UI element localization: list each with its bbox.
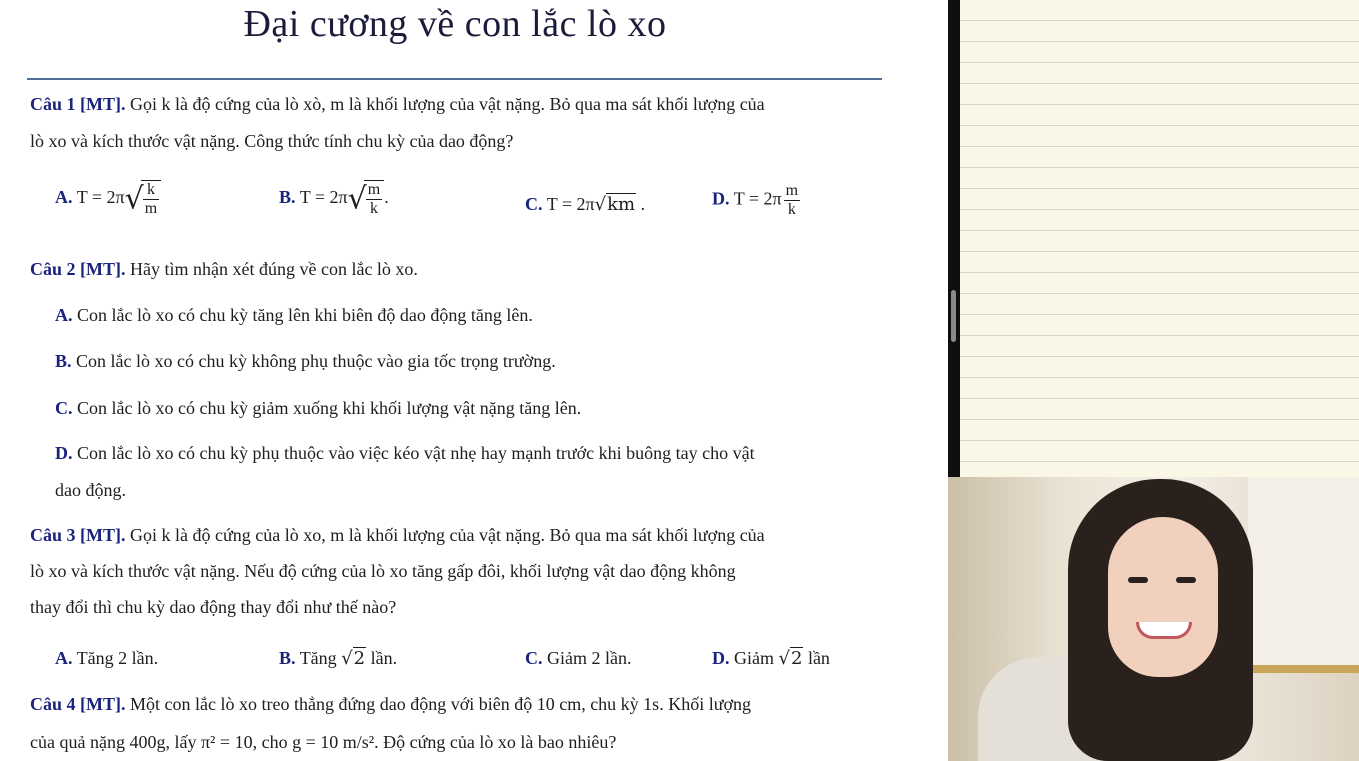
q1-option-c: [525, 194, 645, 215]
q4-text1: Một con lắc lò xo treo thẳng đứng dao động với biên độ 10 cm, chu kỳ 1s. Khối lượng: [125, 694, 751, 714]
q2-option-a-label: A.: [55, 305, 73, 325]
q2-option-d: [55, 443, 755, 464]
scrollbar-thumb[interactable]: [951, 290, 956, 342]
q3-text1: Gọi k là độ cứng của lò xo, m là khối lượng của vật nặng. Bỏ qua ma sát khối lượng của: [125, 525, 765, 545]
q1-d-den: k: [787, 201, 796, 218]
q3-option-b-pre: Tăng: [295, 648, 342, 668]
q3-label: Câu 3 [MT].: [30, 525, 126, 545]
panel-divider: [948, 0, 960, 477]
q2-line: [30, 259, 418, 280]
q3-d-rad: 2: [790, 648, 803, 669]
title-rule: [27, 78, 882, 80]
q2-label: Câu 2 [MT].: [30, 259, 126, 279]
q3-option-c: [525, 648, 631, 669]
q3-option-a-text: Tăng 2 lần.: [72, 648, 159, 668]
q1-text1: Gọi k là độ cứng của lò xò, m là khối lượng của vật nặng. Bỏ qua ma sát khối lượng của: [125, 94, 765, 114]
q2-text: Hãy tìm nhận xét đúng về con lắc lò xo.: [125, 259, 418, 279]
sqrt-icon: √ $\frac{m}{k}$: [348, 180, 385, 218]
q1-d-num: m: [785, 182, 799, 199]
q4-line2: của quả nặng 400g, lấy π² = 10, cho g = 10 m/s². Độ cứng của lò xo là bao nhiêu?: [30, 732, 617, 752]
q2-option-b-text: Con lắc lò xo có chu kỳ không phụ thuộc vào gia tốc trọng trường.: [71, 351, 556, 371]
q3-line2: lò xo và kích thước vật nặng. Nếu độ cứng của lò xo tăng gấp đôi, khối lượng vật dao động không: [30, 561, 736, 581]
q3-option-d-label: D.: [712, 648, 730, 668]
q3-option-b: [279, 648, 397, 669]
cam-person-smile: [1136, 622, 1192, 639]
q3-option-d-pre: Giảm: [729, 648, 779, 668]
sqrt-icon: √2: [341, 648, 366, 669]
q3-option-a: [55, 648, 158, 669]
q3-line1: [30, 525, 765, 546]
cam-person-face: [1108, 517, 1218, 677]
q1-line2: lò xo và kích thước vật nặng. Công thức tính chu kỳ của dao động?: [30, 131, 514, 151]
q3-option-d: [712, 648, 830, 669]
sqrt-icon: √ $\frac{k}{m}$: [125, 180, 162, 218]
q1-option-d-label: D.: [712, 188, 730, 209]
q1-label: Câu 1 [MT].: [30, 94, 126, 114]
q3-option-a-label: A.: [55, 648, 73, 668]
sqrt-icon: √2: [778, 648, 803, 669]
q1-b-num: m: [367, 181, 381, 198]
q1-option-d-formula: T = 2π: [733, 188, 782, 209]
q3-option-d-post: lần: [803, 648, 830, 668]
q2-option-d-line2: dao động.: [55, 480, 126, 500]
q1-b-post: .: [384, 187, 389, 208]
q3-line3: thay đổi thì chu kỳ dao động thay đổi như thế nào?: [30, 597, 397, 617]
q2-option-d-text1: Con lắc lò xo có chu kỳ phụ thuộc vào việc kéo vật nhẹ hay mạnh trước khi buông tay cho vật: [72, 443, 755, 463]
q4-line1: [30, 694, 751, 715]
q1-c-post: .: [640, 194, 646, 214]
q2-option-c: [55, 398, 581, 419]
q2-option-a-text: Con lắc lò xo có chu kỳ tăng lên khi biên độ dao động tăng lên.: [72, 305, 533, 325]
q1-option-b-label: B.: [279, 187, 296, 208]
q4-label: Câu 4 [MT].: [30, 694, 126, 714]
q2-option-b-label: B.: [55, 351, 72, 371]
q1-option-c-label: C.: [525, 194, 543, 214]
q3-option-b-label: B.: [279, 648, 296, 668]
q2-option-b: [55, 351, 556, 372]
cam-person-eye-right: [1176, 577, 1196, 583]
q1-option-a-formula: T = 2π: [76, 187, 125, 208]
lined-notes-panel: [960, 0, 1359, 477]
q1-a-den: m: [144, 200, 158, 217]
cam-background-wall: [1248, 477, 1359, 667]
q1-option-b-formula: T = 2π: [299, 187, 348, 208]
q2-option-c-label: C.: [55, 398, 73, 418]
q1-option-a: [55, 180, 161, 218]
q3-option-c-text: Giảm 2 lần.: [542, 648, 632, 668]
cam-person-eye-left: [1128, 577, 1148, 583]
q3-option-c-label: C.: [525, 648, 543, 668]
q2-option-d-label: D.: [55, 443, 73, 463]
sqrt-icon: √km: [594, 194, 636, 215]
q1-c-rad: km: [607, 194, 636, 215]
webcam-video: [948, 477, 1359, 761]
q1-option-a-label: A.: [55, 187, 73, 208]
q1-option-d: [712, 182, 802, 219]
q2-option-a: [55, 305, 533, 326]
q3-option-b-post: lần.: [366, 648, 398, 668]
q1-line1: [30, 94, 765, 115]
q1-option-b: [279, 180, 389, 218]
q3-b-rad: 2: [353, 648, 366, 669]
q1-b-den: k: [369, 200, 378, 217]
q1-option-c-formula: T = 2π: [546, 194, 595, 214]
q2-option-c-text: Con lắc lò xo có chu kỳ giảm xuống khi khối lượng vật nặng tăng lên.: [72, 398, 582, 418]
page-title: Đại cương về con lắc lò xo: [243, 3, 667, 45]
q1-a-num: k: [143, 181, 159, 200]
